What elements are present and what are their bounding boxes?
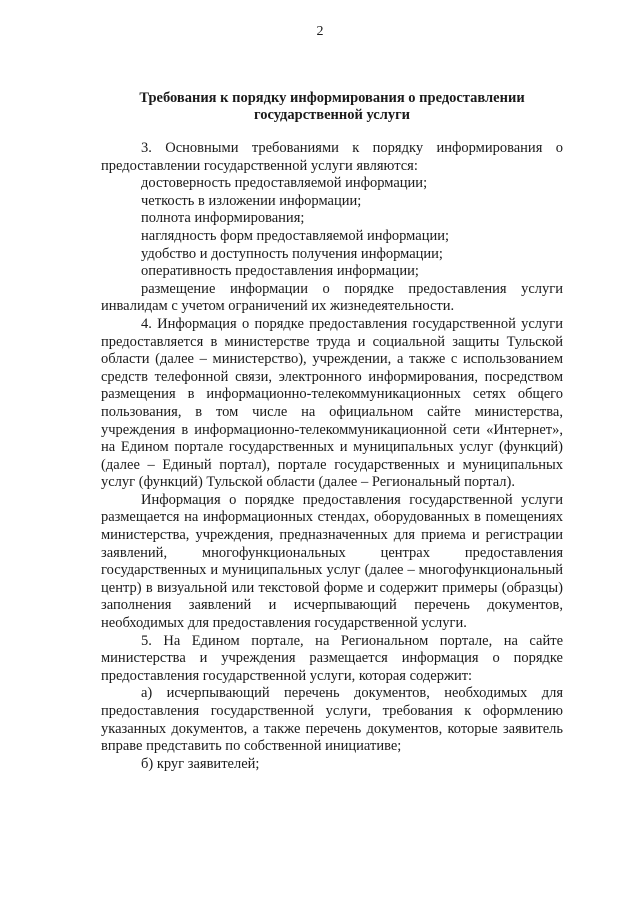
list-item-promptness: оперативность предоставления информации; bbox=[141, 263, 419, 280]
page-number: 2 bbox=[316, 24, 324, 39]
document-body bbox=[101, 140, 563, 773]
list-item-completeness: полнота информирования; bbox=[141, 210, 305, 227]
list-item-accessibility: удобство и доступность получения информации; bbox=[141, 245, 443, 262]
paragraph-stands: Информация о порядке предоставления государственной услуги размещается на информационных стендах, оборудованных в помещениях министерства, учреждения, предназначенных для приема и регистрации заявлений, многофункциональных центрах предоставления государственных и муниципальных услуг (далее – многофункциональный центр) в визуальной или текстовой форме и содержит примеры (образцы) заполнения заявлений и исчерпывающий перечень документов, необходимых для предоставления государственной услуги. bbox=[101, 491, 563, 632]
list-item-disabled-info: размещение информации о порядке предоставления услуги инвалидам с учетом ограничений их жизнедеятельности. bbox=[101, 280, 563, 315]
section-heading: Требования к порядку информирования о предоставлении государственной услуги bbox=[139, 90, 525, 123]
sub-item-b: б) круг заявителей; bbox=[141, 755, 260, 772]
list-item-clarity: четкость в изложении информации; bbox=[141, 192, 362, 209]
sub-item-a: а) исчерпывающий перечень документов, необходимых для предоставления государственной услуги, требования к оформлению указанных документов, а также перечень документов, которые заявитель вправе представить по собственной инициативе; bbox=[101, 685, 563, 755]
paragraph-4: 4. Информация о порядке предоставления государственной услуги предоставляется в министерстве труда и социальной защиты Тульской области (далее – министерство), учреждении, а также с использованием средств телефонной связи, электронного информирования, посредством размещения в информационно-телекоммуникационных сетях общего пользования, в том числе на официальном сайте министерства, учреждения в информационно-телекоммуникационной сети «Интернет», на Едином портале государственных и муниципальных услуг (функций) (далее – Единый портал), портале государственных и муниципальных услуг (функций) Тульской области (далее – Региональный портал). bbox=[101, 315, 563, 491]
paragraph-5: 5. На Едином портале, на Региональном портале, на сайте министерства и учреждения размещается информация о порядке предоставления государственной услуги, которая содержит: bbox=[101, 632, 563, 684]
list-item-visibility: наглядность форм предоставляемой информации; bbox=[141, 227, 449, 244]
list-item-reliability: достоверность предоставляемой информации; bbox=[141, 175, 428, 192]
paragraph-3: 3. Основными требованиями к порядку информирования о предоставлении государственной услуги являются: bbox=[101, 140, 563, 174]
